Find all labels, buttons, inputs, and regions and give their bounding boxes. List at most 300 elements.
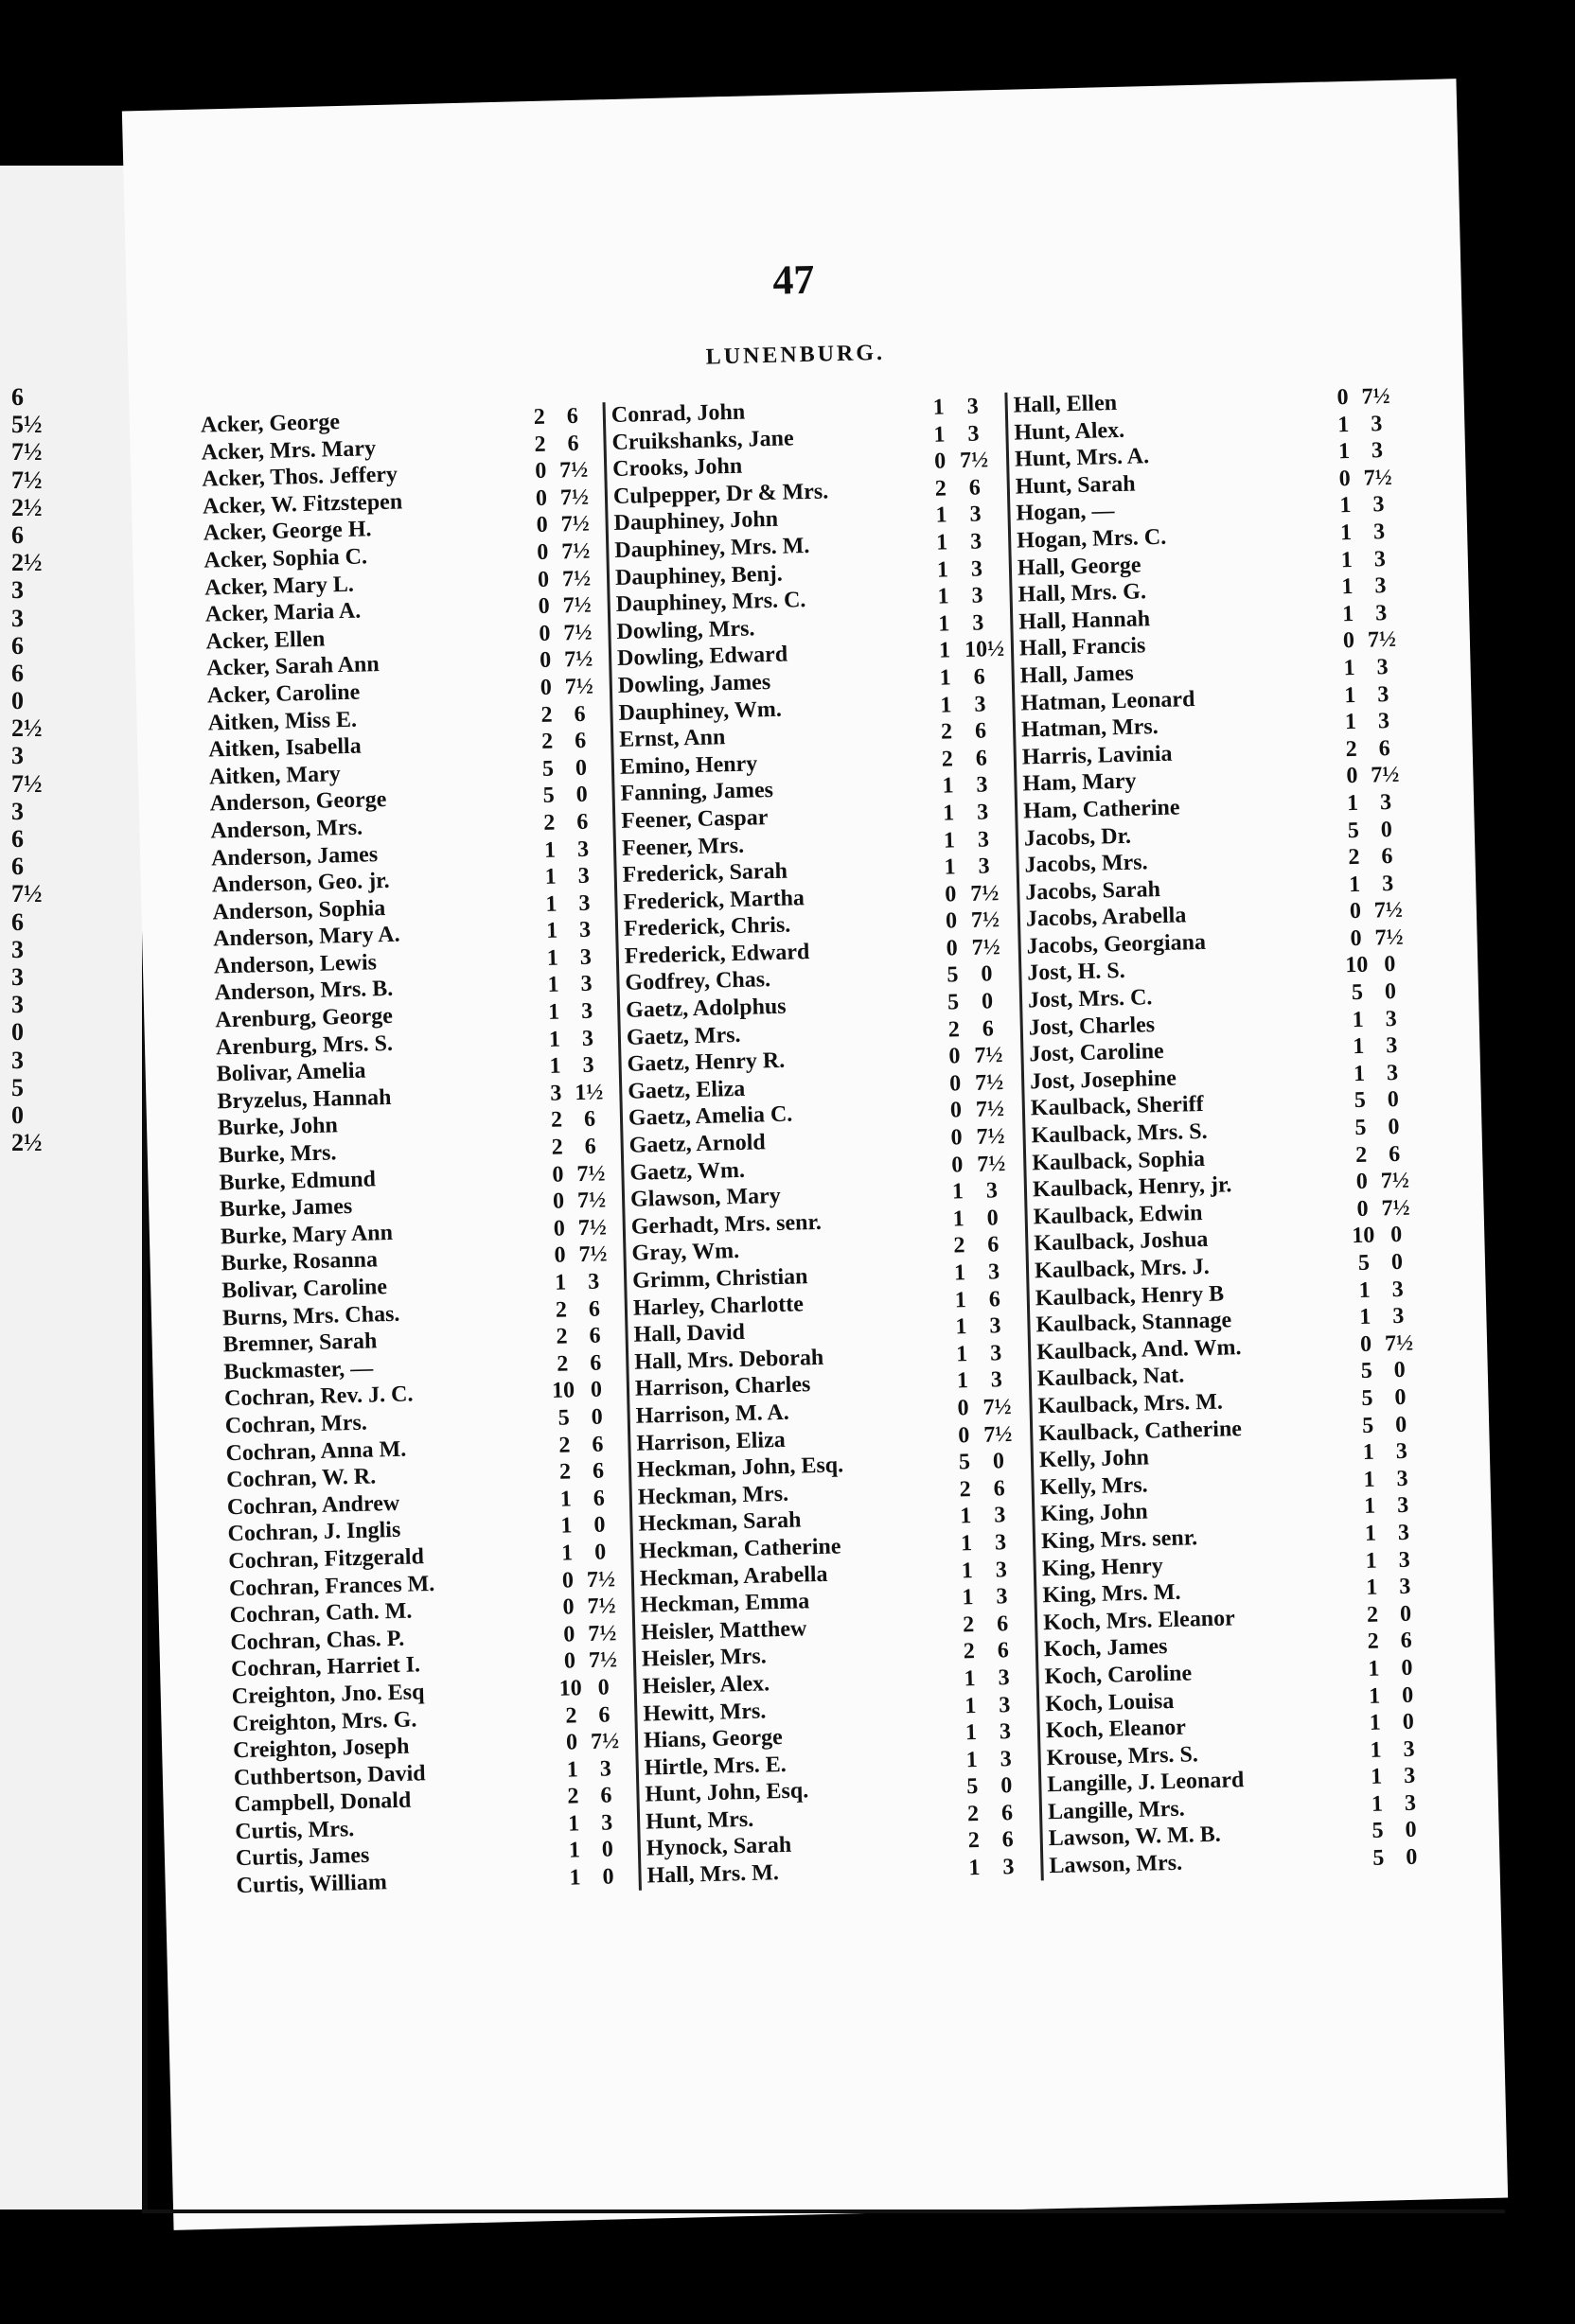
- subscriber-name: King, Mrs. senr.: [1040, 1525, 1198, 1555]
- subscriber-name: Kaulback, Henry B: [1035, 1281, 1225, 1311]
- subscriber-name: Cochran, Anna M.: [225, 1436, 407, 1466]
- subscriber-name: Gaetz, Amelia C.: [628, 1102, 793, 1132]
- amount-shillings: 1: [932, 395, 946, 420]
- amount-shillings: 1: [1370, 1737, 1382, 1763]
- amount-pence: 3: [969, 529, 982, 555]
- amount-shillings: 1: [943, 827, 956, 854]
- amount-pence: 6: [1381, 844, 1393, 870]
- amount-pence: 7½: [562, 592, 593, 619]
- amount-shillings: 1: [938, 611, 950, 637]
- amount-shillings: 5: [542, 783, 555, 809]
- amount-pence: 3: [998, 1692, 1011, 1717]
- amount-pence: 7½: [971, 935, 1001, 960]
- amount-shillings: 1: [554, 1270, 567, 1295]
- amount-pence: 3: [1372, 492, 1385, 518]
- amount-shillings: 1: [560, 1541, 574, 1566]
- amount-shillings: 0: [1355, 1169, 1369, 1195]
- amount-shillings: 2: [940, 719, 953, 745]
- amount-pence: 3: [1397, 1520, 1410, 1546]
- subscriber-name: Jost, Mrs. C.: [1027, 985, 1153, 1013]
- amount-pence: 6: [598, 1701, 611, 1728]
- subscriber-name: Burke, Edmund: [219, 1166, 377, 1196]
- subscriber-name: Acker, Thos. Jeffery: [202, 462, 398, 492]
- subscriber-name: King, Henry: [1041, 1553, 1164, 1581]
- amount-pence: 0: [1380, 817, 1393, 842]
- amount-shillings: 1: [1337, 439, 1351, 465]
- subscriber-name: Grimm, Christian: [631, 1264, 808, 1294]
- amount-shillings: 1: [547, 973, 559, 998]
- amount-pence: 0: [1383, 952, 1396, 977]
- amount-pence: 7½: [559, 484, 590, 511]
- amount-shillings: 2: [565, 1702, 577, 1729]
- subscriber-name: Kaulback, Henry, jr.: [1032, 1172, 1232, 1203]
- subscriber-name: Acker, Caroline: [206, 679, 361, 709]
- subscriber-name: Fanning, James: [620, 778, 774, 807]
- amount-shillings: 2: [966, 1801, 980, 1827]
- subscriber-name: Hall, Mrs. Deborah: [633, 1345, 824, 1375]
- amount-pence: 0: [1389, 1223, 1403, 1248]
- amount-shillings: 2: [556, 1324, 568, 1349]
- amount-pence: 3: [999, 1719, 1012, 1745]
- subscriber-name: Hirtle, Mrs. E.: [644, 1752, 788, 1781]
- subscriber-name: Koch, Caroline: [1044, 1661, 1193, 1690]
- amount-pence: 3: [998, 1665, 1010, 1691]
- amount-shillings: 2: [959, 1476, 972, 1503]
- amount-pence: 3: [974, 691, 986, 717]
- amount-shillings: 1: [953, 1260, 966, 1286]
- subscriber-name: Harrison, Eliza: [636, 1427, 787, 1456]
- amount-shillings: 2: [1367, 1629, 1380, 1655]
- amount-shillings: 2: [557, 1351, 569, 1377]
- amount-pence: 3: [1374, 600, 1388, 626]
- subscriber-name: Cuthbertson, David: [233, 1760, 426, 1790]
- amount-pence: 7½: [1374, 924, 1404, 951]
- ledger-page: [122, 79, 1508, 2230]
- amount-shillings: 5: [1354, 1115, 1367, 1141]
- amount-pence: 6: [574, 701, 586, 727]
- amount-shillings: 1: [1344, 710, 1357, 735]
- page-number: 47: [771, 255, 816, 304]
- amount-pence: 3: [577, 863, 591, 889]
- subscriber-name: Glawson, Mary: [629, 1184, 782, 1212]
- amount-shillings: 1: [954, 1287, 967, 1313]
- amount-pence: 6: [968, 475, 982, 501]
- subscriber-name: Kaulback, Stannage: [1035, 1308, 1232, 1338]
- amount-pence: 0: [1387, 1087, 1400, 1113]
- amount-shillings: 2: [962, 1611, 975, 1638]
- amount-shillings: 5: [1351, 979, 1364, 1006]
- facing-page-value: 3: [11, 962, 24, 991]
- amount-shillings: 1: [935, 502, 947, 529]
- amount-shillings: 5: [1371, 1819, 1384, 1844]
- subscriber-name: Cochran, W. R.: [225, 1464, 377, 1493]
- amount-pence: 6: [567, 431, 579, 456]
- amount-pence: 3: [1396, 1466, 1408, 1491]
- facing-page-values: [11, 383, 68, 1156]
- subscriber-name: Gaetz, Wm.: [629, 1157, 746, 1186]
- subscriber-name: Hunt, Mrs.: [645, 1806, 754, 1835]
- amount-shillings: 0: [1356, 1196, 1369, 1222]
- amount-shillings: 1: [942, 773, 954, 799]
- amount-shillings: 1: [1365, 1548, 1377, 1574]
- amount-pence: 3: [967, 421, 980, 447]
- amount-shillings: 0: [537, 539, 549, 565]
- subscriber-name: Creighton, Jno. Esq: [231, 1680, 425, 1710]
- amount-shillings: 10: [1351, 1223, 1375, 1249]
- subscriber-name: Heckman, Mrs.: [637, 1481, 789, 1510]
- subscriber-name: Acker, Sophia C.: [204, 544, 368, 573]
- amount-pence: 7½: [587, 1593, 616, 1620]
- facing-page-value: 3: [11, 935, 24, 963]
- amount-shillings: 0: [1359, 1331, 1372, 1357]
- subscriber-name: Emino, Henry: [619, 751, 758, 780]
- subscriber-name: Hall, James: [1019, 660, 1134, 689]
- subscriber-name: Dowling, Mrs.: [616, 616, 755, 644]
- subscriber-name: Cochran, Cath. M.: [229, 1598, 413, 1629]
- facing-page-value: 2½: [11, 1129, 43, 1157]
- subscriber-name: Kaulback, Catherine: [1037, 1416, 1243, 1446]
- amount-pence: 6: [593, 1486, 606, 1511]
- amount-shillings: 1: [1340, 547, 1354, 572]
- amount-shillings: 1: [961, 1558, 974, 1583]
- amount-pence: 7½: [1363, 465, 1393, 491]
- subscriber-name: Harley, Charlotte: [632, 1291, 805, 1321]
- subscriber-name: Kaulback, Sophia: [1031, 1146, 1206, 1176]
- amount-pence: 0: [986, 1206, 1000, 1231]
- amount-pence: 3: [580, 998, 593, 1025]
- subscriber-name: Anderson, Geo. jr.: [211, 868, 390, 898]
- subscriber-name: Hunt, Mrs. A.: [1014, 444, 1150, 472]
- amount-pence: 0: [597, 1675, 611, 1700]
- amount-pence: 3: [1403, 1736, 1415, 1762]
- amount-pence: 7½: [970, 907, 1000, 934]
- facing-page-value: 6: [11, 825, 24, 853]
- facing-page-value: 7½: [11, 769, 43, 798]
- amount-pence: 10½: [964, 637, 1005, 663]
- amount-pence: 6: [590, 1350, 602, 1376]
- amount-pence: 7½: [982, 1394, 1012, 1420]
- amount-shillings: 1: [944, 854, 956, 880]
- amount-pence: 3: [582, 1052, 594, 1079]
- subscriber-name: Jost, Caroline: [1029, 1039, 1164, 1067]
- subscriber-name: Jost, Charles: [1028, 1012, 1156, 1041]
- subscriber-name: Jacobs, Dr.: [1023, 823, 1132, 851]
- amount-shillings: 0: [948, 1071, 962, 1097]
- subscriber-name: Lawson, W. M. B.: [1048, 1822, 1222, 1852]
- subscriber-name: Jacobs, Arabella: [1025, 903, 1187, 932]
- subscriber-name: Kaulback, Nat.: [1036, 1363, 1185, 1392]
- subscriber-name: Kaulback, Mrs. S.: [1031, 1118, 1208, 1149]
- amount-pence: 3: [1379, 789, 1392, 816]
- amount-pence: 3: [970, 556, 983, 582]
- amount-pence: 6: [974, 718, 987, 744]
- amount-pence: 3: [985, 1178, 999, 1204]
- amount-pence: 6: [1378, 735, 1391, 762]
- subscriber-name: Jacobs, Georgiana: [1026, 929, 1207, 960]
- amount-pence: 7½: [586, 1566, 616, 1593]
- subscriber-name: Acker, George H.: [203, 517, 372, 546]
- amount-shillings: 1: [1353, 1061, 1366, 1086]
- subscriber-name: Harrison, Charles: [634, 1372, 811, 1402]
- facing-page-value: 0: [11, 1100, 24, 1129]
- amount-shillings: 5: [947, 962, 959, 989]
- amount-shillings: 5: [1357, 1250, 1371, 1276]
- subscriber-name: Kaulback, Mrs. J.: [1034, 1254, 1211, 1284]
- facing-page-value: 5: [11, 1073, 24, 1101]
- amount-shillings: 1: [1369, 1710, 1382, 1735]
- subscriber-name: Crooks, John: [611, 453, 743, 483]
- amount-shillings: 5: [1360, 1359, 1373, 1384]
- subscriber-name: Hatman, Mrs.: [1020, 714, 1159, 743]
- amount-pence: 3: [1376, 654, 1389, 680]
- amount-shillings: 10: [558, 1676, 583, 1701]
- amount-pence: 6: [574, 728, 587, 754]
- section-title: LUNENBURG.: [705, 340, 886, 370]
- subscriber-name: Acker, Mary L.: [204, 572, 355, 601]
- amount-shillings: 1: [1339, 493, 1352, 519]
- amount-shillings: 1: [548, 1027, 561, 1052]
- amount-shillings: 1: [1368, 1656, 1380, 1681]
- subscriber-name: Gaetz, Henry R.: [627, 1048, 786, 1078]
- subscriber-name: Kaulback, Sheriff: [1030, 1092, 1204, 1121]
- amount-pence: 3: [578, 918, 592, 943]
- amount-pence: 0: [575, 755, 588, 781]
- facing-page-value: 6: [11, 631, 24, 660]
- facing-page-value: 0: [11, 687, 24, 715]
- subscriber-name: Hunt, John, Esq.: [645, 1778, 809, 1807]
- subscriber-name: Dowling, James: [617, 669, 771, 698]
- amount-pence: 3: [996, 1584, 1008, 1610]
- amount-shillings: 1: [935, 530, 948, 555]
- amount-pence: 7½: [590, 1729, 620, 1755]
- amount-shillings: 0: [1342, 628, 1355, 654]
- facing-page-value: 6: [11, 853, 24, 881]
- subscriber-name: Frederick, Martha: [623, 885, 805, 915]
- subscriber-name: Cruikshanks, Jane: [611, 425, 794, 455]
- amount-pence: 7½: [1373, 898, 1404, 924]
- amount-shillings: 1: [567, 1811, 580, 1837]
- amount-pence: 3: [579, 944, 593, 970]
- subscriber-name: Burke, Mrs.: [218, 1140, 337, 1169]
- amount-pence: 3: [1386, 1033, 1398, 1059]
- amount-shillings: 5: [1361, 1413, 1374, 1438]
- amount-shillings: 1: [1362, 1439, 1375, 1466]
- subscriber-name: Anderson, Lewis: [213, 950, 378, 979]
- amount-pence: 7½: [974, 1069, 1004, 1096]
- subscriber-name: Bryzelus, Hannah: [217, 1084, 392, 1115]
- facing-page-value: 3: [11, 991, 24, 1019]
- amount-shillings: 1: [965, 1747, 978, 1772]
- amount-shillings: 2: [533, 404, 546, 431]
- subscriber-name: Culpepper, Dr & Mrs.: [612, 479, 829, 509]
- facing-page-value: 7½: [11, 466, 43, 494]
- subscriber-name: Jost, Josephine: [1029, 1065, 1177, 1095]
- subscriber-name: Hall, Ellen: [1013, 390, 1118, 418]
- amount-pence: 0: [1399, 1601, 1412, 1627]
- amount-pence: 7½: [970, 880, 1000, 907]
- amount-pence: 6: [589, 1323, 601, 1349]
- amount-shillings: 2: [551, 1135, 564, 1160]
- amount-pence: 0: [1390, 1249, 1404, 1276]
- amount-pence: 3: [600, 1810, 613, 1836]
- subscriber-name: Hall, Mrs. M.: [646, 1860, 780, 1889]
- facing-page-value: 7½: [11, 438, 43, 467]
- amount-shillings: 1: [1337, 412, 1350, 437]
- subscriber-name: Frederick, Edward: [624, 939, 810, 969]
- amount-pence: 7½: [1371, 763, 1400, 788]
- amount-pence: 3: [1373, 546, 1387, 572]
- subscriber-name: Anderson, Mrs.: [210, 815, 363, 844]
- amount-pence: 3: [1377, 709, 1390, 734]
- amount-pence: 0: [1401, 1682, 1414, 1708]
- facing-page-value: 6: [11, 383, 24, 411]
- amount-pence: 3: [1371, 438, 1384, 464]
- subscriber-name: Kaulback, Mrs. M.: [1037, 1389, 1224, 1419]
- amount-pence: 6: [975, 746, 988, 771]
- amount-shillings: 1: [940, 692, 952, 718]
- subscriber-name: Hewitt, Mrs.: [643, 1698, 767, 1727]
- amount-pence: 3: [976, 800, 989, 825]
- amount-shillings: 0: [945, 881, 957, 907]
- amount-pence: 7½: [959, 448, 989, 474]
- subscriber-name: Cochran, Mrs.: [224, 1410, 368, 1439]
- subscriber-name: Heckman, Emma: [640, 1589, 810, 1618]
- amount-shillings: 0: [957, 1422, 970, 1448]
- amount-shillings: 2: [947, 1016, 961, 1043]
- amount-shillings: 5: [958, 1450, 971, 1475]
- amount-pence: 7½: [588, 1647, 618, 1674]
- amount-pence: 6: [584, 1134, 597, 1159]
- amount-pence: 3: [989, 1313, 1001, 1339]
- amount-shillings: 0: [1346, 764, 1358, 789]
- amount-shillings: 0: [933, 449, 947, 474]
- amount-shillings: 5: [966, 1774, 979, 1800]
- amount-shillings: 5: [1354, 1088, 1367, 1114]
- facing-page-value: 5½: [11, 411, 43, 439]
- amount-pence: 3: [969, 502, 982, 528]
- amount-shillings: 0: [539, 621, 551, 646]
- amount-pence: 0: [575, 783, 588, 808]
- amount-pence: 3: [1396, 1493, 1409, 1519]
- amount-shillings: 1: [1339, 519, 1353, 546]
- subscriber-name: Gray, Wm.: [631, 1239, 740, 1267]
- amount-shillings: 1: [939, 665, 952, 691]
- subscriber-name: King, John: [1040, 1499, 1149, 1527]
- amount-pence: 6: [1388, 1141, 1401, 1167]
- amount-shillings: 0: [552, 1162, 564, 1188]
- amount-shillings: 2: [1348, 844, 1360, 871]
- amount-shillings: 1: [1363, 1467, 1375, 1492]
- amount-pence: 6: [988, 1286, 1001, 1312]
- amount-shillings: 0: [949, 1098, 963, 1123]
- amount-pence: 6: [996, 1611, 1009, 1637]
- subscriber-name: Aitken, Mary: [208, 761, 341, 790]
- amount-pence: 3: [599, 1756, 612, 1782]
- amount-shillings: 1: [543, 837, 557, 863]
- subscriber-name: Frederick, Chris.: [623, 912, 791, 942]
- amount-shillings: 2: [540, 702, 553, 728]
- amount-pence: 7½: [560, 512, 590, 537]
- facing-page-value: 3: [11, 576, 24, 605]
- subscriber-name: Acker, Mrs. Mary: [201, 435, 377, 466]
- amount-shillings: 3: [550, 1081, 562, 1106]
- amount-shillings: 2: [558, 1432, 571, 1458]
- subscriber-name: Dauphiney, Wm.: [618, 696, 783, 726]
- amount-shillings: 1: [546, 945, 559, 971]
- subscriber-name: Heckman, John, Esq.: [636, 1452, 844, 1483]
- amount-pence: 7½: [558, 457, 589, 484]
- amount-pence: 7½: [1384, 1330, 1414, 1357]
- amount-pence: 3: [1370, 411, 1383, 437]
- subscriber-name: Harris, Lavinia: [1021, 741, 1173, 770]
- amount-pence: 0: [591, 1404, 604, 1430]
- subscriber-name: Bolivar, Caroline: [221, 1275, 388, 1304]
- facing-page-value: 2½: [11, 714, 43, 743]
- amount-pence: 3: [1403, 1763, 1416, 1789]
- amount-pence: 3: [989, 1341, 1002, 1366]
- amount-shillings: 0: [950, 1152, 964, 1178]
- amount-shillings: 5: [1347, 818, 1360, 843]
- subscriber-name: Dauphiney, Benj.: [614, 561, 784, 590]
- amount-shillings: 1: [1370, 1764, 1383, 1790]
- facing-page-fragment: [0, 166, 142, 2210]
- amount-shillings: 2: [953, 1233, 965, 1259]
- amount-pence: 3: [587, 1269, 600, 1294]
- subscriber-name: Burke, James: [219, 1194, 353, 1223]
- subscriber-name: Kelly, John: [1038, 1445, 1150, 1473]
- subscriber-name: Frederick, Sarah: [622, 858, 788, 888]
- subscriber-name: Gaetz, Adolphus: [625, 994, 787, 1023]
- subscriber-name: Harrison, M. A.: [635, 1400, 789, 1429]
- amount-shillings: 0: [945, 908, 958, 934]
- amount-shillings: 1: [960, 1531, 973, 1557]
- subscriber-name: Aitken, Miss E.: [207, 707, 358, 736]
- amount-shillings: 0: [1350, 925, 1362, 951]
- subscriber-name: Curtis, Mrs.: [234, 1816, 355, 1845]
- amount-pence: 3: [1002, 1855, 1015, 1880]
- subscriber-name: Acker, Maria A.: [204, 598, 362, 627]
- subscriber-name: Krouse, Mrs. S.: [1046, 1741, 1199, 1770]
- amount-pence: 7½: [561, 538, 591, 565]
- subscriber-name: Dowling, Edward: [616, 642, 788, 672]
- amount-pence: 7½: [976, 1124, 1005, 1150]
- subscriber-name: Anderson, George: [209, 787, 387, 817]
- amount-pence: 0: [1401, 1655, 1413, 1681]
- amount-shillings: 1: [1353, 1034, 1365, 1060]
- subscriber-name: Heisler, Mrs.: [641, 1644, 768, 1672]
- subscriber-name: Hians, George: [643, 1725, 784, 1753]
- amount-shillings: 1: [952, 1206, 965, 1232]
- subscriber-name: Cochran, Chas. P.: [230, 1626, 405, 1655]
- facing-page-value: 3: [11, 604, 24, 632]
- amount-shillings: 1: [962, 1585, 974, 1611]
- subscriber-name: Gerhadt, Mrs. senr.: [630, 1209, 823, 1240]
- amount-shillings: 0: [562, 1594, 575, 1620]
- amount-shillings: 1: [1359, 1304, 1371, 1330]
- amount-shillings: 1: [1352, 1007, 1365, 1032]
- subscriber-name: Anderson, Mary A.: [212, 922, 400, 952]
- amount-shillings: 2: [534, 431, 546, 457]
- amount-shillings: 1: [938, 638, 951, 663]
- subscriber-name: Dauphiney, Mrs. M.: [614, 533, 810, 563]
- amount-shillings: 1: [545, 918, 558, 944]
- amount-pence: 6: [566, 403, 579, 430]
- amount-shillings: 0: [562, 1622, 575, 1647]
- subscriber-name: Hynock, Sarah: [646, 1833, 792, 1862]
- subscriber-name: Jacobs, Sarah: [1024, 876, 1161, 906]
- amount-shillings: 0: [552, 1188, 565, 1214]
- amount-shillings: 1: [1348, 872, 1361, 897]
